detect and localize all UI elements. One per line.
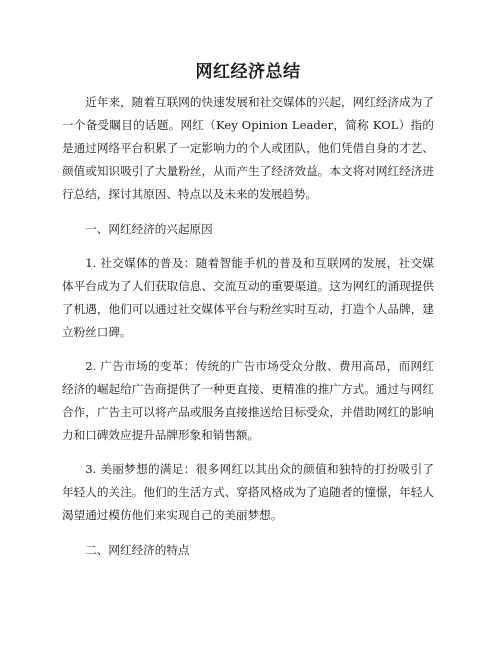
list-item-3: 3. 美丽梦想的满足：很多网红以其出众的颜值和独特的打扮吸引了年轻人的关注。他们的生活方式、穿搭风格成为了追随者的憧憬，年轻人渴望通过模仿他们来实现自己的美丽梦想。: [62, 462, 434, 522]
list-item-1: 1. 社交媒体的普及：随着智能手机的普及和互联网的发展，社交媒体平台成为了人们获取信息、交流互动的重要渠道。这为网红的涌现提供了机遇，他们可以通过社交媒体平台与粉丝实时互动，打造个人品牌，建立粉丝口碑。: [62, 256, 434, 339]
section-heading-1: 一、网红经济的兴起原因: [85, 222, 213, 236]
section-heading-2: 二、网红经济的特点: [85, 543, 190, 557]
document-title: 网红经济总结: [195, 62, 301, 82]
intro-paragraph: 近年来，随着互联网的快速发展和社交媒体的兴起，网红经济成为了一个备受瞩目的话题。网红（Key Opinion Leader，简称 KOL）指的是通过网络平台积累了一定影响力的个人或团队，他们凭借自身的才艺、颜值或知识吸引了大量粉丝，从而产生了经济效益。本文将对网红经济进行总结，探讨其原因、特点以及未来的发展趋势。: [62, 95, 434, 201]
list-item-2: 2. 广告市场的变革：传统的广告市场受众分散、费用高昂，而网红经济的崛起给广告商提供了一种更直接、更精准的推广方式。通过与网红合作，广告主可以将产品或服务直接推送给目标受众，并借助网红的影响力和口碑效应提升品牌形象和销售额。: [62, 359, 434, 442]
